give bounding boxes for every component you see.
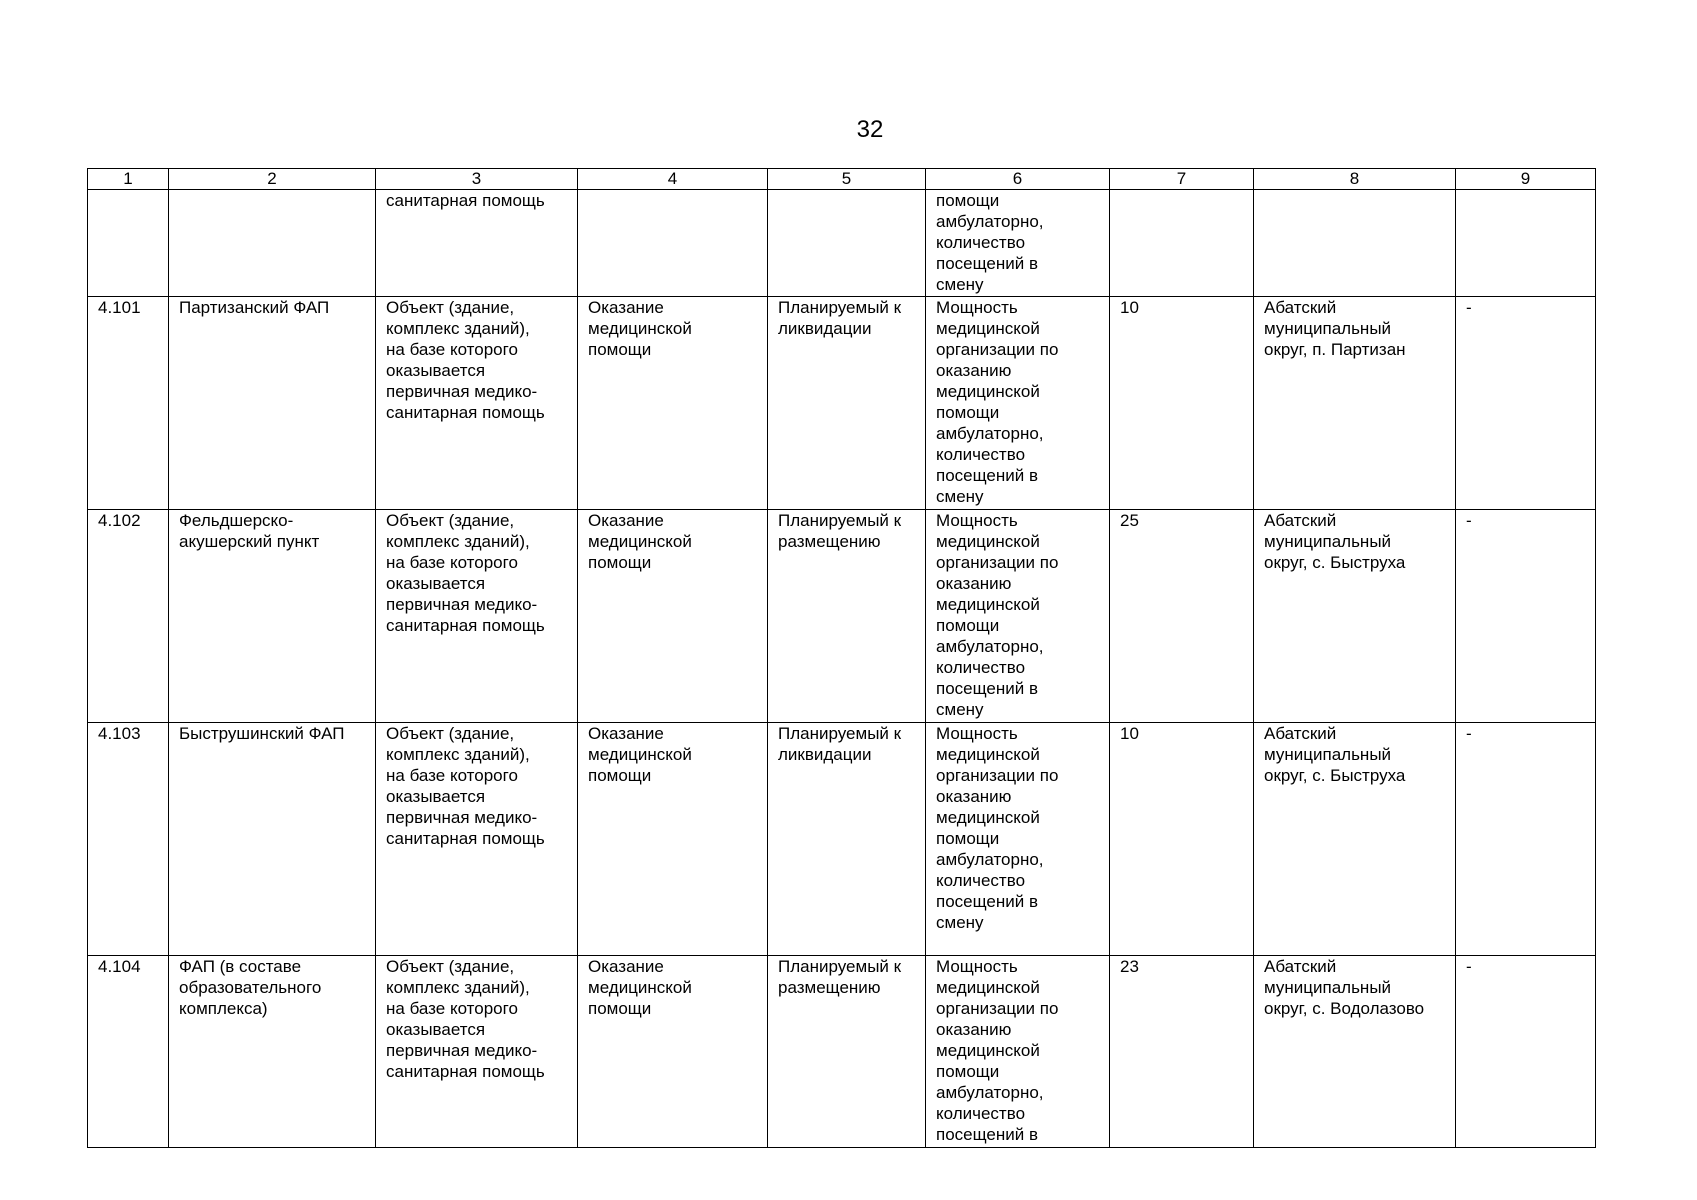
table-row bbox=[88, 190, 1596, 297]
column-number: 6 bbox=[926, 169, 1110, 190]
column-number: 5 bbox=[768, 169, 926, 190]
name-cell: Партизанский ФАП bbox=[169, 297, 376, 510]
name-cell: ФАП (в составе образовательного комплекса) bbox=[169, 956, 376, 1148]
column-number: 2 bbox=[169, 169, 376, 190]
characteristic-name-cell: Мощность медицинской организации по оказанию медицинской помощи амбулаторно, количество посещений в смену bbox=[926, 297, 1110, 510]
column-number: 8 bbox=[1254, 169, 1456, 190]
type-cell: Объект (здание, комплекс зданий), на базе которого оказывается первичная медико- санитарная помощь bbox=[376, 297, 578, 510]
purpose-cell: Оказание медицинской помощи bbox=[578, 723, 768, 956]
zone-cell bbox=[1456, 190, 1596, 297]
purpose-cell bbox=[578, 190, 768, 297]
table-row bbox=[88, 297, 1596, 510]
characteristic-value-cell: 10 bbox=[1110, 723, 1254, 956]
zone-cell: - bbox=[1456, 510, 1596, 723]
data-table bbox=[87, 168, 1596, 1148]
characteristic-value-cell: 10 bbox=[1110, 297, 1254, 510]
row-number-cell: 4.104 bbox=[88, 956, 169, 1148]
table-row bbox=[88, 510, 1596, 723]
characteristic-value-cell bbox=[1110, 190, 1254, 297]
characteristic-name-cell: Мощность медицинской организации по оказанию медицинской помощи амбулаторно, количество посещений в bbox=[926, 956, 1110, 1148]
column-number-row bbox=[88, 169, 1596, 190]
purpose-cell: Оказание медицинской помощи bbox=[578, 297, 768, 510]
status-cell bbox=[768, 190, 926, 297]
column-number: 4 bbox=[578, 169, 768, 190]
row-number-cell: 4.102 bbox=[88, 510, 169, 723]
location-cell: Абатский муниципальный округ, с. Водолазово bbox=[1254, 956, 1456, 1148]
purpose-cell: Оказание медицинской помощи bbox=[578, 510, 768, 723]
zone-cell: - bbox=[1456, 956, 1596, 1148]
type-cell: Объект (здание, комплекс зданий), на базе которого оказывается первичная медико- санитарная помощь bbox=[376, 510, 578, 723]
characteristic-name-cell: Мощность медицинской организации по оказанию медицинской помощи амбулаторно, количество посещений в смену bbox=[926, 723, 1110, 956]
location-cell: Абатский муниципальный округ, с. Быструха bbox=[1254, 510, 1456, 723]
characteristic-value-cell: 25 bbox=[1110, 510, 1254, 723]
type-cell: Объект (здание, комплекс зданий), на базе которого оказывается первичная медико- санитарная помощь bbox=[376, 956, 578, 1148]
column-number: 7 bbox=[1110, 169, 1254, 190]
characteristic-name-cell: помощи амбулаторно, количество посещений в смену bbox=[926, 190, 1110, 297]
characteristic-value-cell: 23 bbox=[1110, 956, 1254, 1148]
table-row bbox=[88, 956, 1596, 1148]
page-number: 32 bbox=[856, 116, 884, 143]
status-cell: Планируемый к ликвидации bbox=[768, 297, 926, 510]
zone-cell: - bbox=[1456, 297, 1596, 510]
column-number: 1 bbox=[88, 169, 169, 190]
location-cell bbox=[1254, 190, 1456, 297]
type-cell: Объект (здание, комплекс зданий), на базе которого оказывается первичная медико- санитарная помощь bbox=[376, 723, 578, 956]
column-number: 9 bbox=[1456, 169, 1596, 190]
purpose-cell: Оказание медицинской помощи bbox=[578, 956, 768, 1148]
row-number-cell bbox=[88, 190, 169, 297]
location-cell: Абатский муниципальный округ, п. Партизан bbox=[1254, 297, 1456, 510]
characteristic-name-cell: Мощность медицинской организации по оказанию медицинской помощи амбулаторно, количество посещений в смену bbox=[926, 510, 1110, 723]
status-cell: Планируемый к размещению bbox=[768, 510, 926, 723]
zone-cell: - bbox=[1456, 723, 1596, 956]
name-cell: Фельдшерско- акушерский пункт bbox=[169, 510, 376, 723]
type-cell: санитарная помощь bbox=[376, 190, 578, 297]
name-cell bbox=[169, 190, 376, 297]
status-cell: Планируемый к размещению bbox=[768, 956, 926, 1148]
status-cell: Планируемый к ликвидации bbox=[768, 723, 926, 956]
location-cell: Абатский муниципальный округ, с. Быструха bbox=[1254, 723, 1456, 956]
name-cell: Быструшинский ФАП bbox=[169, 723, 376, 956]
column-number: 3 bbox=[376, 169, 578, 190]
row-number-cell: 4.101 bbox=[88, 297, 169, 510]
table-row bbox=[88, 723, 1596, 956]
row-number-cell: 4.103 bbox=[88, 723, 169, 956]
